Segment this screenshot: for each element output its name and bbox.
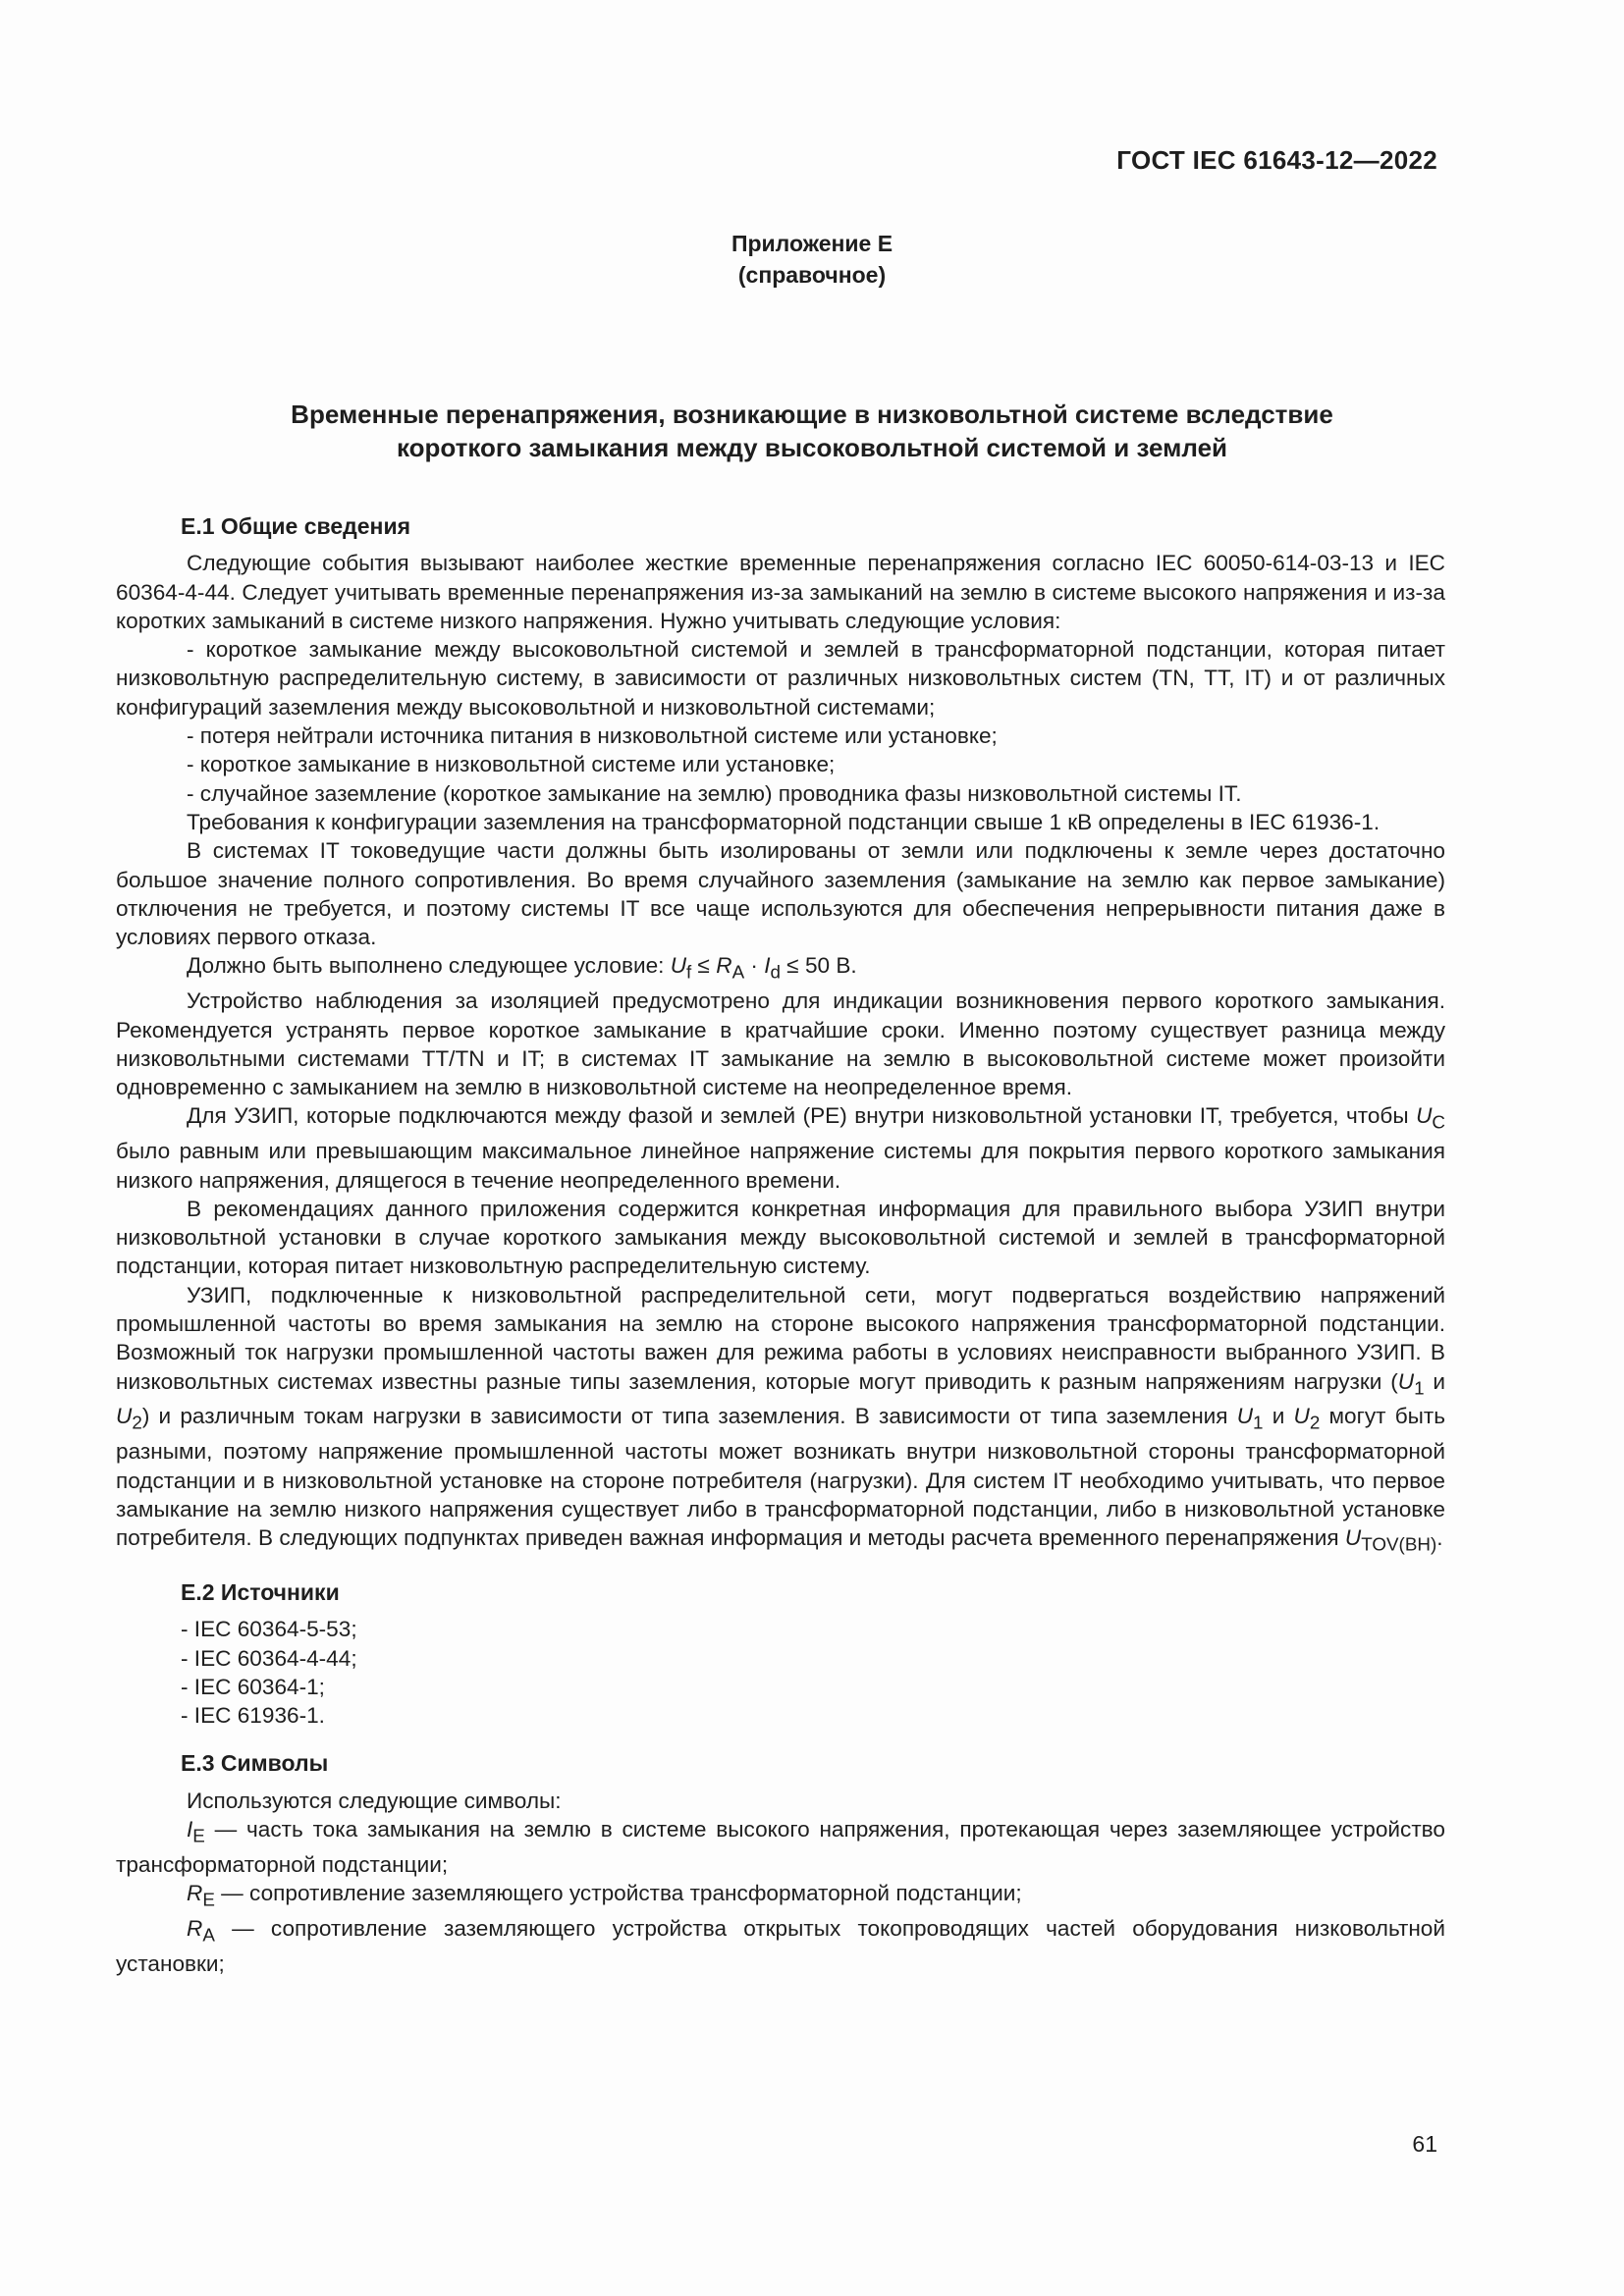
list-item: - потеря нейтрали источника питания в низковольтной системе или установке; [187, 723, 998, 749]
subscript: 2 [132, 1412, 142, 1433]
symbol: U [116, 1404, 133, 1429]
annex-title-line-2: короткого замыкания между высоковольтной системой и землей [396, 433, 1228, 462]
list-item: - короткое замыкание между высоковольтной системой и землей в трансформаторной подстанции, которая питает низковольтную распределительную систему, в зависимости от различных низковольтных систем (TN, TT, IT) и от различных конфигураций заземления между высоковольтной и низковольтной системами; [116, 637, 1445, 720]
paragraph: Устройство наблюдения за изоляцией предусмотрено для индикации возникновения первого короткого замыкания. Рекомендуется устранять первое короткое замыкание в кратчайшие сроки. Именно поэтому существует разница между низковольтными системами TT/TN и IT; в системах IT замыкание на землю в высоковольтной системе может произойти одновременно с замыканием на землю в низковольтной системе на неопределенное время. [116, 988, 1445, 1100]
symbol: U [1344, 1525, 1362, 1551]
symbol: R [187, 1915, 203, 1941]
symbol-definition [116, 1914, 1445, 1978]
subscript: C [1432, 1111, 1445, 1133]
section-e3-heading: Е.3 Символы [181, 1750, 329, 1777]
text-span: — часть тока замыкания на землю в системе высокого напряжения, протекающая через заземляющее устройство трансформаторной подстанции; [116, 1817, 1445, 1877]
paragraph [116, 1281, 1445, 1559]
text-span: · [744, 953, 765, 979]
subscript: E [192, 1825, 205, 1846]
subscript: 1 [1253, 1412, 1264, 1433]
symbol-definition [116, 1879, 1445, 1914]
text-span: ≤ [691, 953, 717, 979]
source-item: - IEC 60364-5-53; [181, 1617, 357, 1642]
text-span: Для УЗИП, которые подключаются между фазой и землей (PE) внутри низковольтной установки IT, требуется, чтобы [187, 1103, 1417, 1129]
annex-label: Приложение Е [731, 231, 893, 256]
text-span: УЗИП, подключенные к низковольтной распределительной сети, могут подвергаться воздействию напряжений промышленной частоты во время замыкания на землю на стороне высокого напряжения трансформаторной подстанции. Возможный ток нагрузки промышленной частоты важен для режима работы в условиях неисправности выбранного УЗИП. В низковольтных системах известны разные типы заземления, которые могут приводить к разным напряжениям нагрузки ( [116, 1282, 1445, 1394]
subscript: E [202, 1889, 215, 1910]
text-span: и [1263, 1404, 1294, 1429]
document-code: ГОСТ IEC 61643-12—2022 [1116, 145, 1437, 175]
text-span: — сопротивление заземляющего устройства открытых токопроводящих частей оборудования низковольтной установки; [116, 1915, 1445, 1976]
symbol: U [1397, 1368, 1415, 1394]
text-span: и [1424, 1368, 1445, 1394]
symbol: R [716, 953, 732, 979]
paragraph: В системах IT токоведущие части должны быть изолированы от земли или подключены к земле через достаточно большое значение полного сопротивления. Во время случайного заземления (замыкание на землю как первое замыкание) отключения не требуется, и поэтому системы IT все чаще используются для обеспечения непрерывности питания даже в условиях первого отказа. [116, 838, 1445, 950]
paragraph: Используются следующие символы: [187, 1788, 562, 1813]
document-body [116, 508, 1445, 1978]
annex-type: (справочное) [737, 262, 887, 288]
paragraph: В рекомендациях данного приложения содержится конкретная информация для правильного выбора УЗИП внутри низковольтной установки в случае короткого замыкания между высоковольтной системой и землей в трансформаторной подстанции, которая питает низковольтную распределительную систему. [116, 1196, 1445, 1279]
subscript: TOV(BH) [1361, 1533, 1437, 1555]
symbol-definition [116, 1815, 1445, 1879]
text-span: . [1436, 1525, 1443, 1551]
condition-paragraph [116, 951, 1445, 987]
text-span: Должно быть выполнено следующее условие: [187, 953, 671, 979]
source-item: - IEC 60364-4-44; [181, 1645, 357, 1671]
symbol: I [187, 1817, 193, 1842]
paragraph [116, 1101, 1445, 1194]
paragraph: Требования к конфигурации заземления на трансформаторной подстанции свыше 1 кВ определены в IEC 61936-1. [187, 809, 1380, 834]
page-number: 61 [1412, 2131, 1437, 2157]
section-e2-heading: Е.2 Источники [181, 1578, 340, 1605]
symbol: U [670, 953, 687, 979]
subscript: A [202, 1924, 215, 1946]
text-span: могут быть разными, поэтому напряжение промышленной частоты может возникать внутри низковольтной стороны трансформаторной подстанции и в низковольтной установке на стороне потребителя (нагрузки). Для систем IT необходимо учитывать, что первое замыкание на землю низкого напряжения существует либо в трансформаторной подстанции, либо в низковольтной установке потребителя. В следующих подпунктах приведен важная информация и методы расчета временного перенапряжения [116, 1404, 1445, 1551]
subscript: d [770, 961, 781, 983]
symbol: R [187, 1881, 203, 1906]
source-item: - IEC 60364-1; [181, 1674, 325, 1699]
text-span: ) и различным токам нагрузки в зависимости от типа заземления. В зависимости от типа заземления [141, 1404, 1237, 1429]
subscript: A [731, 961, 745, 983]
text-span: было равным или превышающим максимальное линейное напряжение системы для покрытия первого короткого замыкания низкого напряжения, длящегося в течение неопределенного времени. [116, 1139, 1445, 1193]
subscript: 2 [1309, 1412, 1321, 1433]
text-span: — сопротивление заземляющего устройства трансформаторной подстанции; [214, 1881, 1022, 1906]
text-span: ≤ 50 В. [781, 953, 857, 979]
annex-title-line-1: Временные перенапряжения, возникающие в низковольтной системе вследствие [291, 400, 1333, 429]
symbol: U [1416, 1103, 1433, 1129]
section-e1-heading: Е.1 Общие сведения [181, 513, 410, 539]
list-item: - случайное заземление (короткое замыкание на землю) проводника фазы низковольтной системы IT. [187, 780, 1242, 806]
list-item: - короткое замыкание в низковольтной системе или установке; [187, 752, 836, 777]
annex-title [147, 398, 1477, 464]
source-item: - IEC 61936-1. [181, 1703, 325, 1729]
symbol: U [1236, 1404, 1254, 1429]
subscript: 1 [1414, 1377, 1425, 1399]
paragraph: Следующие события вызывают наиболее жесткие временные перенапряжения согласно IEC 60050-614-03-13 и IEC 60364-4-44. Следует учитывать временные перенапряжения из-за замыканий на землю в системе высокого напряжения и из-за коротких замыканий в системе низкого напряжения. Нужно учитывать следующие условия: [116, 551, 1445, 633]
annex-heading [0, 228, 1624, 291]
symbol: U [1293, 1404, 1310, 1429]
symbol: I [764, 953, 771, 979]
subscript: f [686, 961, 692, 983]
